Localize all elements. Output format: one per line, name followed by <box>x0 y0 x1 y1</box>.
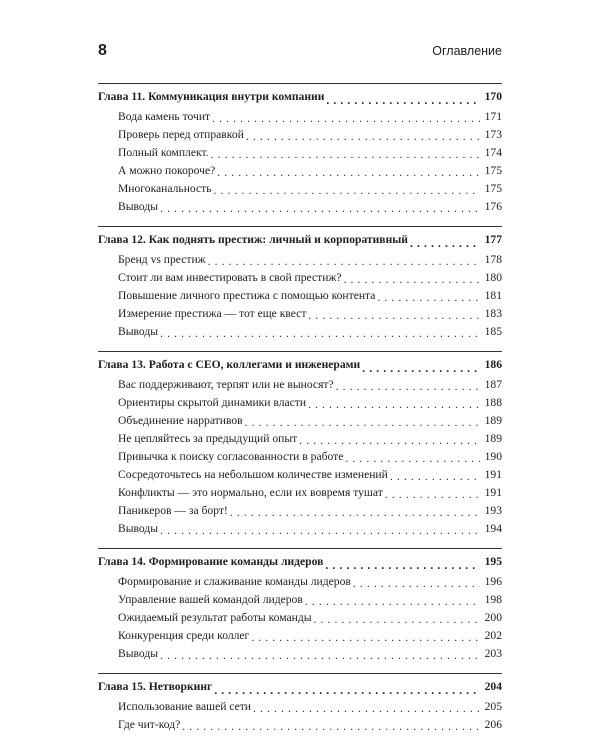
dot-leader <box>314 614 480 626</box>
toc-entry-title: Выводы <box>118 200 159 213</box>
dot-leader <box>308 310 480 322</box>
toc-entry-title: Ориентиры скрытой динамики власти <box>118 396 307 409</box>
toc-entry[interactable] <box>98 325 502 343</box>
chapter-heading-page: 170 <box>484 90 502 103</box>
toc-entry-title: Вода камень точит <box>118 110 211 123</box>
toc-entry-title: Не цепляйтесь за предыдущий опыт <box>118 432 298 445</box>
dot-leader <box>253 703 480 715</box>
toc-entry[interactable] <box>98 593 502 611</box>
toc-entry-page: 181 <box>484 289 502 302</box>
toc-entry-title: Ожидаемый результат работы команды <box>118 611 312 624</box>
dot-leader <box>160 328 480 340</box>
chapter-heading-title: Глава 14. Формирование команды лидеров <box>98 555 324 568</box>
chapter-heading-page: 177 <box>484 233 502 246</box>
toc-entry-title: Сосредоточьтесь на небольшом количестве изменений <box>118 468 388 481</box>
toc-entry-page: 173 <box>484 128 502 141</box>
chapter-heading-page: 186 <box>484 358 502 371</box>
dot-leader <box>211 149 480 161</box>
toc-entry-page: 183 <box>484 307 502 320</box>
toc-entry-page: 176 <box>484 200 502 213</box>
chapter-heading[interactable] <box>98 555 502 575</box>
chapter-block <box>98 83 502 218</box>
toc-entry-page: 189 <box>484 414 502 427</box>
toc-entry[interactable] <box>98 522 502 540</box>
dot-leader <box>325 560 480 572</box>
dot-leader <box>305 596 480 608</box>
toc-entry-title: А можно покороче? <box>118 164 216 177</box>
toc-entry-page: 194 <box>484 522 502 535</box>
toc-entry-title: Конкуренция среди коллег <box>118 629 250 642</box>
dot-leader <box>214 685 480 697</box>
chapter-heading[interactable] <box>98 680 502 700</box>
toc-entry-title: Привычка к поиску согласованности в работе <box>118 450 344 463</box>
toc-entry[interactable] <box>98 629 502 647</box>
running-title: Оглавление <box>432 44 502 58</box>
dot-leader <box>251 632 480 644</box>
toc-entry-page: 200 <box>484 611 502 624</box>
toc-entry-title: Выводы <box>118 522 159 535</box>
toc-entry[interactable] <box>98 450 502 468</box>
dot-leader <box>160 203 480 215</box>
chapter-heading[interactable] <box>98 358 502 378</box>
toc-entry-page: 198 <box>484 593 502 606</box>
dot-leader <box>208 256 480 268</box>
dot-leader <box>362 363 480 375</box>
dot-leader <box>353 578 480 590</box>
toc-entry-page: 203 <box>484 647 502 660</box>
toc-entry[interactable] <box>98 307 502 325</box>
toc-entry[interactable] <box>98 271 502 289</box>
dot-leader <box>299 435 480 447</box>
toc-entry[interactable] <box>98 164 502 182</box>
dot-leader <box>410 238 480 250</box>
dot-leader <box>160 525 480 537</box>
toc-entry-page: 188 <box>484 396 502 409</box>
dot-leader <box>390 471 480 483</box>
chapter-heading[interactable] <box>98 90 502 110</box>
toc-entry-title: Выводы <box>118 647 159 660</box>
chapter-block <box>98 351 502 540</box>
dot-leader <box>326 95 480 107</box>
toc-entry-page: 189 <box>484 432 502 445</box>
toc-entry-title: Бренд vs престиж <box>118 253 206 266</box>
dot-leader <box>182 721 480 733</box>
toc-entry[interactable] <box>98 128 502 146</box>
toc-entry-page: 174 <box>484 146 502 159</box>
toc-entry[interactable] <box>98 396 502 414</box>
chapter-heading-page: 204 <box>484 680 502 693</box>
toc-entry[interactable] <box>98 718 502 736</box>
toc-entry[interactable] <box>98 378 502 396</box>
toc-entry-page: 175 <box>484 182 502 195</box>
toc-entry-title: Выводы <box>118 325 159 338</box>
table-of-contents <box>98 83 502 744</box>
dot-leader <box>160 650 480 662</box>
toc-entry-page: 205 <box>484 700 502 713</box>
toc-entry-title: Где чит-код? <box>118 718 181 731</box>
toc-entry-page: 191 <box>484 468 502 481</box>
toc-entry-page: 178 <box>484 253 502 266</box>
chapter-heading-title: Глава 12. Как поднять престиж: личный и корпоративный <box>98 233 408 246</box>
toc-entry[interactable] <box>98 289 502 307</box>
toc-entry-title: Формирование и слаживание команды лидеров <box>118 575 351 588</box>
toc-entry-page: 175 <box>484 164 502 177</box>
toc-entry-page: 202 <box>484 629 502 642</box>
dot-leader <box>345 453 480 465</box>
toc-entry-page: 191 <box>484 486 502 499</box>
toc-entry[interactable] <box>98 700 502 718</box>
toc-entry-title: Вас поддерживают, терпят или не выносят? <box>118 378 334 391</box>
toc-entry-page: 185 <box>484 325 502 338</box>
toc-entry-title: Управление вашей командой лидеров <box>118 593 303 606</box>
toc-entry-page: 180 <box>484 271 502 284</box>
toc-entry-page: 196 <box>484 575 502 588</box>
dot-leader <box>344 274 480 286</box>
toc-entry-title: Использование вашей сети <box>118 700 252 713</box>
dot-leader <box>230 507 480 519</box>
dot-leader <box>212 113 480 125</box>
toc-entry-title: Конфликты — это нормально, если их вовремя тушат <box>118 486 383 499</box>
toc-entry-page: 187 <box>484 378 502 391</box>
toc-entry-title: Повышение личного престижа с помощью контента <box>118 289 376 302</box>
toc-entry-title: Объединение нарративов <box>118 414 243 427</box>
toc-entry[interactable] <box>98 504 502 522</box>
toc-entry[interactable] <box>98 611 502 629</box>
toc-entry[interactable] <box>98 253 502 271</box>
toc-entry-page: 193 <box>484 504 502 517</box>
toc-entry-page: 171 <box>484 110 502 123</box>
chapter-heading-title: Глава 15. Нетворкинг <box>98 680 213 693</box>
page-number: 8 <box>98 42 107 59</box>
toc-entry[interactable] <box>98 575 502 593</box>
toc-entry-title: Многоканальность <box>118 182 212 195</box>
dot-leader <box>214 185 481 197</box>
dot-leader <box>217 167 480 179</box>
toc-entry[interactable] <box>98 146 502 164</box>
chapter-block <box>98 548 502 665</box>
toc-entry[interactable] <box>98 486 502 504</box>
dot-leader <box>377 292 480 304</box>
toc-entry-title: Проверь перед отправкой <box>118 128 244 141</box>
toc-entry[interactable] <box>98 647 502 665</box>
toc-entry-page: 206 <box>484 718 502 731</box>
toc-entry-title: Полный комплект. <box>118 146 209 159</box>
toc-entry-page: 190 <box>484 450 502 463</box>
chapter-heading-page: 195 <box>484 555 502 568</box>
toc-entry[interactable] <box>98 182 502 200</box>
chapter-block <box>98 673 502 736</box>
dot-leader <box>308 399 480 411</box>
toc-entry[interactable] <box>98 110 502 128</box>
toc-entry[interactable] <box>98 200 502 218</box>
toc-entry-title: Измерение престижа — тот еще квест <box>118 307 307 320</box>
page-header <box>98 42 502 66</box>
dot-leader <box>246 131 480 143</box>
chapter-heading-title: Глава 13. Работа с CEO, коллегами и инженерами <box>98 358 361 371</box>
toc-entry[interactable] <box>98 414 502 432</box>
toc-entry-title: Стоит ли вам инвестировать в свой престиж? <box>118 271 342 284</box>
chapter-heading[interactable] <box>98 233 502 253</box>
dot-leader <box>336 381 480 393</box>
dot-leader <box>245 417 480 429</box>
toc-entry[interactable] <box>98 432 502 450</box>
toc-entry[interactable] <box>98 468 502 486</box>
toc-entry-title: Паникеров — за борт! <box>118 504 228 517</box>
chapter-block <box>98 226 502 343</box>
dot-leader <box>385 489 480 501</box>
chapter-heading-title: Глава 11. Коммуникация внутри компании <box>98 90 325 103</box>
